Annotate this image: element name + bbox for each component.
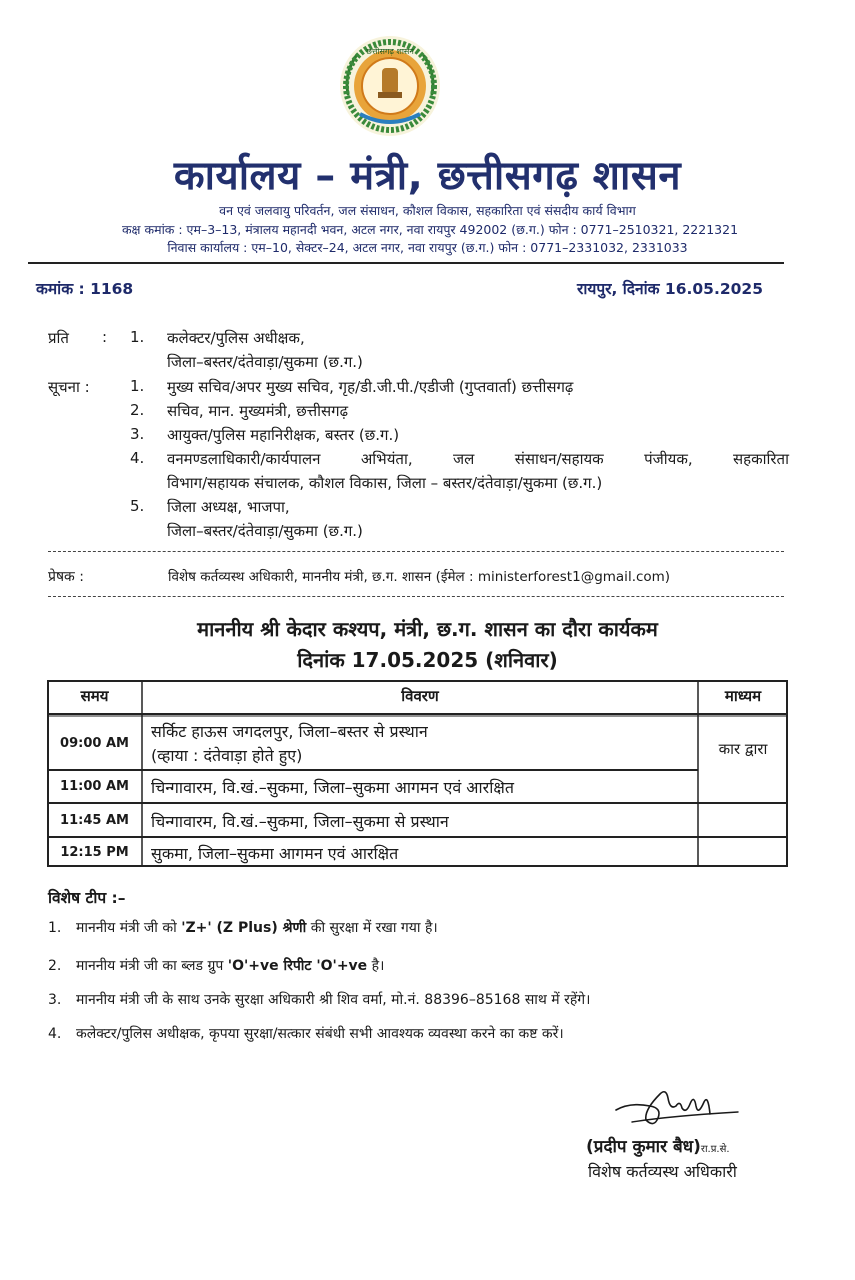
schedule-table — [47, 680, 788, 867]
signature-scribble — [610, 1084, 750, 1136]
column-header-mode: माध्यम — [724, 687, 762, 705]
note-text: की सुरक्षा में रखा गया है। — [306, 920, 438, 936]
emblem-text: छत्तीसगढ़ शासन — [366, 47, 414, 56]
note-number: 1. — [48, 920, 62, 936]
info-item-number: 4. — [130, 449, 145, 467]
signatory-name-text: (प्रदीप कुमार बैध) — [586, 1137, 701, 1157]
info-item-number: 2. — [130, 401, 145, 419]
to-item-line: जिला–बस्तर/दंतेवाड़ा/सुकमा (छ.ग.) — [167, 353, 363, 371]
programme-title: माननीय श्री केदार कश्यप, मंत्री, छ.ग. शासन का दौरा कार्यकम — [197, 617, 658, 641]
note-number: 4. — [48, 1026, 62, 1042]
info-item-line: आयुक्त/पुलिस महानिरीक्षक, बस्तर (छ.ग.) — [167, 426, 400, 444]
programme-date: दिनांक 17.05.2025 (शनिवार) — [297, 648, 558, 672]
info-item-line: जिला–बस्तर/दंतेवाड़ा/सुकमा (छ.ग.) — [167, 522, 363, 540]
info-item-line: मुख्य सचिव/अपर मुख्य सचिव, गृह/डी.जी.पी./एडीजी (गुप्तवार्ता) छत्तीसगढ़ — [167, 378, 574, 396]
signatory-designation: विशेष कर्तव्यस्थ अधिकारी — [588, 1162, 737, 1181]
note-item — [76, 918, 438, 937]
info-item-line: जिला अध्यक्ष, भाजपा, — [167, 498, 290, 516]
schedule-detail: चिन्गावारम, वि.खं.–सुकमा, जिला–सुकमा से प्रस्थान — [151, 812, 449, 831]
signatory-name — [586, 1134, 730, 1157]
schedule-time: 12:15 PM — [60, 845, 129, 860]
info-item-number: 1. — [130, 377, 145, 395]
note-text: माननीय मंत्री जी को — [76, 920, 182, 936]
room-address: कक्ष कमांक : एम–3–13, मंत्रालय महानदी भवन, अटल नगर, नवा रायपुर 492002 (छ.ग.) फोन : 0771–2510321, 2221321 — [121, 222, 739, 237]
schedule-time: 11:00 AM — [60, 779, 129, 794]
note-item — [76, 956, 384, 975]
sender-text: विशेष कर्तव्यस्थ अधिकारी, माननीय मंत्री, छ.ग. शासन (ईमेल : ministerforest1@gmail.com) — [168, 569, 671, 585]
travel-mode: कार द्वारा — [718, 740, 768, 758]
notes-title: विशेष टीप :– — [48, 889, 126, 907]
note-item — [76, 1024, 564, 1043]
to-colon: : — [102, 328, 108, 346]
reference-date: रायपुर, दिनांक 16.05.2025 — [577, 280, 763, 298]
note-number: 3. — [48, 992, 62, 1008]
schedule-grid — [47, 680, 788, 867]
schedule-detail: (व्हाया : दंतेवाड़ा होते हुए) — [151, 746, 303, 765]
residence-address: निवास कार्यालय : एम–10, सेक्टर–24, अटल नगर, नवा रायपुर (छ.ग.) फोन : 0771–2331032, 2331033 — [167, 240, 688, 255]
info-item-number: 3. — [130, 425, 145, 443]
info-item-line: विभाग/सहायक संचालक, कौशल विकास, जिला – बस्तर/दंतेवाड़ा/सुकमा (छ.ग.) — [167, 474, 603, 492]
to-label: प्रति — [48, 329, 69, 347]
note-item — [76, 990, 590, 1009]
department-list: वन एवं जलवायु परिवर्तन, जल संसाधन, कौशल विकास, सहकारिता एवं संसदीय कार्य विभाग — [219, 203, 636, 218]
schedule-time: 11:45 AM — [60, 813, 129, 828]
header-rule — [28, 262, 784, 264]
note-text: है। — [367, 958, 385, 974]
government-emblem — [338, 34, 442, 138]
to-item-line: कलेक्टर/पुलिस अधीक्षक, — [167, 329, 305, 347]
note-highlight: 'O'+ve रिपीट 'O'+ve — [227, 958, 368, 974]
schedule-detail: सर्किट हाऊस जगदलपुर, जिला–बस्तर से प्रस्थान — [151, 722, 428, 741]
column-header-details: विवरण — [401, 687, 439, 705]
signatory-service: रा.प्र.से. — [700, 1144, 730, 1155]
note-text: माननीय मंत्री जी के साथ उनके सुरक्षा अधिकारी श्री शिव वर्मा, मो.नं. 88396–85168 साथ में रहेंगे। — [76, 992, 591, 1008]
column-header-time: समय — [80, 687, 109, 705]
to-item-number: 1. — [130, 328, 145, 346]
note-highlight: 'Z+' (Z Plus) श्रेणी — [181, 920, 307, 936]
reference-number: कमांक : 1168 — [36, 280, 134, 298]
schedule-time: 09:00 AM — [60, 736, 129, 751]
info-item-line: सचिव, मान. मुख्यमंत्री, छत्तीसगढ़ — [167, 402, 349, 420]
dashed-divider — [48, 596, 784, 597]
schedule-detail: चिन्गावारम, वि.खं.–सुकमा, जिला–सुकमा आगमन एवं आरक्षित — [151, 778, 514, 797]
schedule-detail: सुकमा, जिला–सुकमा आगमन एवं आरक्षित — [151, 844, 399, 863]
info-label: सूचना : — [48, 378, 90, 396]
info-item-number: 5. — [130, 497, 145, 515]
note-text: माननीय मंत्री जी का ब्लड ग्रुप — [76, 958, 228, 974]
sender-label: प्रेषक : — [48, 569, 84, 585]
info-item-line: वनमण्डलाधिकारी/कार्यपालन अभियंता, जल संसाधन/सहायक पंजीयक, सहकारिता — [167, 450, 789, 468]
note-text: कलेक्टर/पुलिस अधीक्षक, कृपया सुरक्षा/सत्कार संबंधी सभी आवश्यक व्यवस्था करने का कष्ट करें। — [76, 1026, 564, 1042]
dashed-divider — [48, 551, 784, 552]
office-title: कार्यालय – मंत्री, छत्तीसगढ़ शासन — [173, 153, 682, 199]
note-number: 2. — [48, 958, 62, 974]
